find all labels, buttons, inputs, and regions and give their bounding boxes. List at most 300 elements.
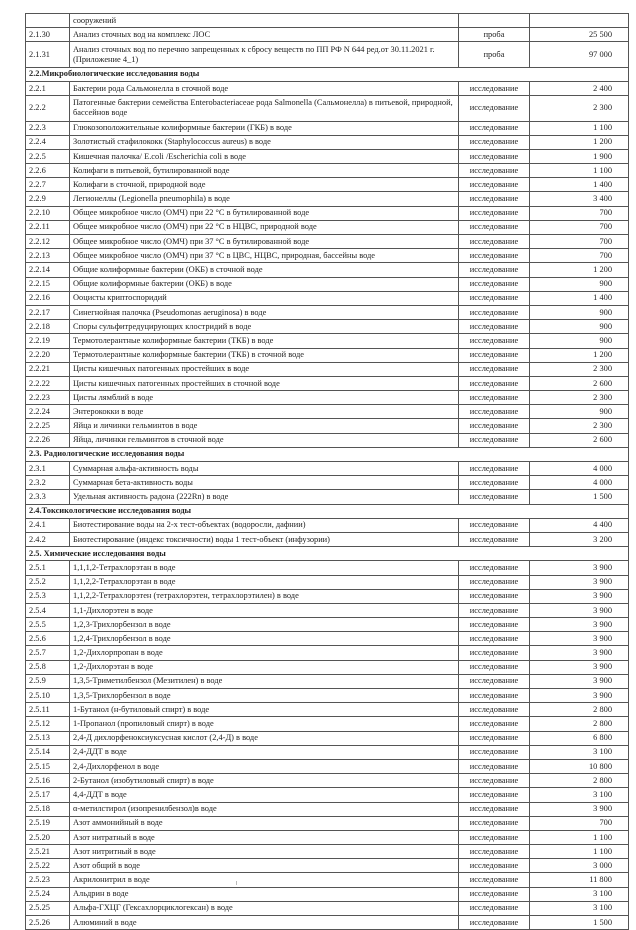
- item-unit: исследование: [459, 249, 530, 263]
- item-price: 11 800: [530, 873, 629, 887]
- table-row: [26, 235, 629, 249]
- item-unit: исследование: [459, 816, 530, 830]
- item-price: 1 200: [530, 348, 629, 362]
- item-price: 900: [530, 305, 629, 319]
- item-price: 2 600: [530, 376, 629, 390]
- item-name: Термотолерантные колиформные бактерии (ТКБ) в воде: [70, 334, 459, 348]
- table-row: [26, 689, 629, 703]
- item-code: 2.5.22: [26, 859, 70, 873]
- item-code: 2.5.25: [26, 901, 70, 915]
- item-unit: исследование: [459, 320, 530, 334]
- table-row: [26, 618, 629, 632]
- item-price: 3 900: [530, 632, 629, 646]
- item-unit: исследование: [459, 277, 530, 291]
- table-row: [26, 96, 629, 121]
- item-unit: исследование: [459, 419, 530, 433]
- item-code: 2.2.3: [26, 121, 70, 135]
- table-row: [26, 419, 629, 433]
- item-price: 700: [530, 220, 629, 234]
- item-name: 2,4-Д дихлорфеноксиуксусная кислот (2,4-Д) в воде: [70, 731, 459, 745]
- section-header-row: [26, 447, 629, 461]
- item-price: 900: [530, 334, 629, 348]
- item-unit: исследование: [459, 362, 530, 376]
- item-code: 2.5.3: [26, 589, 70, 603]
- item-price: 1 500: [530, 916, 629, 930]
- section-title: 2.4.Токсикологические исследования воды: [26, 504, 629, 518]
- item-price: 2 600: [530, 433, 629, 447]
- item-price: 1 200: [530, 263, 629, 277]
- table-row: [26, 916, 629, 930]
- item-price: 1 200: [530, 135, 629, 149]
- table-row: [26, 731, 629, 745]
- table-row: [26, 674, 629, 688]
- item-price: 1 400: [530, 178, 629, 192]
- item-unit: исследование: [459, 291, 530, 305]
- item-name: Цисты кишечных патогенных простейших в сточной воде: [70, 376, 459, 390]
- item-unit: исследование: [459, 220, 530, 234]
- item-name: Биотестирование воды на 2-х тест-объектах (водоросли, дафнии): [70, 518, 459, 532]
- item-unit: исследование: [459, 660, 530, 674]
- item-code: 2.2.13: [26, 249, 70, 263]
- price-list-document: [25, 13, 613, 930]
- item-name: Анализ сточных вод по перечню запрещенных к сбросу веществ по ПП РФ N 644 ред.от 30.11.2021 г. (Приложение 4_1): [70, 42, 459, 67]
- item-code: 2.2.6: [26, 164, 70, 178]
- item-name: Энтерококки в воде: [70, 405, 459, 419]
- item-name: Цисты лямблий в воде: [70, 391, 459, 405]
- item-unit: исследование: [459, 405, 530, 419]
- item-code: 2.5.24: [26, 887, 70, 901]
- table-row: [26, 178, 629, 192]
- table-row: [26, 603, 629, 617]
- item-price: 1 100: [530, 121, 629, 135]
- item-code: 2.1.30: [26, 28, 70, 42]
- item-code: 2.5.11: [26, 703, 70, 717]
- item-unit: исследование: [459, 674, 530, 688]
- item-unit: [459, 14, 530, 28]
- table-row: [26, 305, 629, 319]
- item-name: Золотистый стафилококк (Staphylococcus aureus) в воде: [70, 135, 459, 149]
- table-row: [26, 391, 629, 405]
- item-name: Алюминий в воде: [70, 916, 459, 930]
- item-code: 2.2.21: [26, 362, 70, 376]
- item-unit: исследование: [459, 731, 530, 745]
- item-name: Термотолерантные колиформные бактерии (ТКБ) в сточной воде: [70, 348, 459, 362]
- item-unit: исследование: [459, 121, 530, 135]
- item-name: Альдрин в воде: [70, 887, 459, 901]
- item-unit: исследование: [459, 178, 530, 192]
- table-row: [26, 320, 629, 334]
- item-name: 4,4-ДДТ в воде: [70, 788, 459, 802]
- table-row: [26, 788, 629, 802]
- price-table: [25, 13, 629, 930]
- item-code: 2.5.4: [26, 603, 70, 617]
- item-name: Общее микробное число (ОМЧ) при 22 °С в НЦВС, природной воде: [70, 220, 459, 234]
- item-price: 6 800: [530, 731, 629, 745]
- item-name: Цисты кишечных патогенных простейших в воде: [70, 362, 459, 376]
- item-code: 2.5.10: [26, 689, 70, 703]
- item-name: Общее микробное число (ОМЧ) при 22 °С в бутилированной воде: [70, 206, 459, 220]
- item-price: 4 000: [530, 462, 629, 476]
- item-price: 3 900: [530, 618, 629, 632]
- item-name: 1,3,5-Трихлорбензол в воде: [70, 689, 459, 703]
- table-row: [26, 135, 629, 149]
- item-code: 2.2.20: [26, 348, 70, 362]
- item-code: 2.2.22: [26, 376, 70, 390]
- item-price: 3 000: [530, 859, 629, 873]
- item-unit: исследование: [459, 334, 530, 348]
- section-title: 2.5. Химические исследования воды: [26, 547, 629, 561]
- item-code: 2.3.3: [26, 490, 70, 504]
- item-unit: исследование: [459, 873, 530, 887]
- item-unit: исследование: [459, 348, 530, 362]
- table-row: [26, 334, 629, 348]
- item-unit: исследование: [459, 305, 530, 319]
- item-unit: исследование: [459, 887, 530, 901]
- item-price: 3 400: [530, 192, 629, 206]
- item-name: Синегнойная палочка (Pseudomonas aeruginosa) в воде: [70, 305, 459, 319]
- item-price: 700: [530, 249, 629, 263]
- item-price: 97 000: [530, 42, 629, 67]
- table-row: [26, 405, 629, 419]
- item-unit: исследование: [459, 575, 530, 589]
- item-price: 1 100: [530, 845, 629, 859]
- item-unit: исследование: [459, 916, 530, 930]
- item-code: 2.2.17: [26, 305, 70, 319]
- table-row: [26, 462, 629, 476]
- item-name: 2,4-ДДТ в воде: [70, 745, 459, 759]
- item-code: 2.5.6: [26, 632, 70, 646]
- item-price: 3 100: [530, 901, 629, 915]
- table-row: [26, 845, 629, 859]
- table-row: [26, 220, 629, 234]
- item-name: Азот общий в воде: [70, 859, 459, 873]
- item-code: 2.2.7: [26, 178, 70, 192]
- item-code: 2.2.9: [26, 192, 70, 206]
- item-name: Суммарная альфа-активность воды: [70, 462, 459, 476]
- item-price: 2 800: [530, 703, 629, 717]
- item-name: Азот нитритный в воде: [70, 845, 459, 859]
- item-price: 3 900: [530, 802, 629, 816]
- item-unit: исследование: [459, 263, 530, 277]
- table-row: [26, 816, 629, 830]
- item-unit: исследование: [459, 376, 530, 390]
- item-price: 3 100: [530, 887, 629, 901]
- page-mark: [236, 881, 237, 885]
- section-header-row: [26, 547, 629, 561]
- item-code: 2.2.23: [26, 391, 70, 405]
- item-name: Бактерии рода Сальмонелла в сточной воде: [70, 81, 459, 95]
- item-code: 2.2.24: [26, 405, 70, 419]
- table-row: [26, 14, 629, 28]
- item-price: 2 300: [530, 362, 629, 376]
- item-code: 2.1.31: [26, 42, 70, 67]
- item-code: 2.5.1: [26, 561, 70, 575]
- item-code: 2.2.10: [26, 206, 70, 220]
- item-name: Патогенные бактерии семейства Enterobacteriaceae рода Salmonella (Сальмонелла) в питьевой, природной, бассейнов воде: [70, 96, 459, 121]
- item-price: 3 100: [530, 745, 629, 759]
- item-code: 2.2.5: [26, 149, 70, 163]
- item-price: 900: [530, 405, 629, 419]
- item-unit: исследование: [459, 759, 530, 773]
- table-row: [26, 277, 629, 291]
- item-price: 3 900: [530, 603, 629, 617]
- table-row: [26, 376, 629, 390]
- item-code: 2.5.8: [26, 660, 70, 674]
- table-row: [26, 632, 629, 646]
- table-row: [26, 830, 629, 844]
- item-unit: исследование: [459, 901, 530, 915]
- item-name: Споры сульфитредуцирующих клостридий в воде: [70, 320, 459, 334]
- table-row: [26, 121, 629, 135]
- item-price: 3 900: [530, 689, 629, 703]
- item-name: Удельная активность радона (222Rn) в воде: [70, 490, 459, 504]
- item-code: 2.5.2: [26, 575, 70, 589]
- item-unit: проба: [459, 28, 530, 42]
- item-name: Колифаги в питьевой, бутилированной воде: [70, 164, 459, 178]
- item-name: 1,2,4-Трихлорбензол в воде: [70, 632, 459, 646]
- item-name: Азот аммонийный в воде: [70, 816, 459, 830]
- item-code: 2.5.5: [26, 618, 70, 632]
- item-name: 1,2-Дихлорпропан в воде: [70, 646, 459, 660]
- table-row: [26, 362, 629, 376]
- table-row: [26, 81, 629, 95]
- item-price: 1 400: [530, 291, 629, 305]
- item-price: 3 900: [530, 660, 629, 674]
- item-unit: исследование: [459, 135, 530, 149]
- item-unit: исследование: [459, 561, 530, 575]
- item-name: Яйца и личинки гельминтов в воде: [70, 419, 459, 433]
- item-name: 1,1,1,2-Тетрахлорэтан в воде: [70, 561, 459, 575]
- item-unit: исследование: [459, 532, 530, 546]
- item-name: Биотестирование (индекс токсичности) воды 1 тест-объект (инфузории): [70, 532, 459, 546]
- item-code: 2.5.26: [26, 916, 70, 930]
- table-row: [26, 433, 629, 447]
- item-name: 1,1,2,2-Тетрахлорэтен (тетрахлорэтен, тетрахлорэтилен) в воде: [70, 589, 459, 603]
- item-price: 4 000: [530, 476, 629, 490]
- item-name: Суммарная бета-активность воды: [70, 476, 459, 490]
- item-code: 2.5.19: [26, 816, 70, 830]
- item-unit: исследование: [459, 845, 530, 859]
- item-code: 2.2.15: [26, 277, 70, 291]
- table-row: [26, 263, 629, 277]
- item-unit: проба: [459, 42, 530, 67]
- item-code: 2.2.14: [26, 263, 70, 277]
- item-name: 1,2,3-Трихлорбензол в воде: [70, 618, 459, 632]
- item-price: 2 800: [530, 717, 629, 731]
- item-unit: исследование: [459, 391, 530, 405]
- table-row: [26, 802, 629, 816]
- table-row: [26, 518, 629, 532]
- item-price: 3 900: [530, 561, 629, 575]
- item-code: 2.3.2: [26, 476, 70, 490]
- item-name: Общее микробное число (ОМЧ) при 37 °С в бутилированной воде: [70, 235, 459, 249]
- item-price: 2 800: [530, 774, 629, 788]
- item-code: 2.5.15: [26, 759, 70, 773]
- item-name: 2,4-Дихлорфенол в воде: [70, 759, 459, 773]
- item-name: Общее микробное число (ОМЧ) при 37 °С в ЦВС, НЦВС, природная, бассейны воде: [70, 249, 459, 263]
- item-price: 3 200: [530, 532, 629, 546]
- table-row: [26, 703, 629, 717]
- item-name: сооружений: [70, 14, 459, 28]
- item-price: 2 300: [530, 391, 629, 405]
- item-name: Альфа-ГХЦГ (Гексахлорциклогексан) в воде: [70, 901, 459, 915]
- item-unit: исследование: [459, 235, 530, 249]
- item-code: 2.4.2: [26, 532, 70, 546]
- item-price: 3 100: [530, 788, 629, 802]
- table-row: [26, 561, 629, 575]
- item-price: 700: [530, 206, 629, 220]
- item-unit: исследование: [459, 603, 530, 617]
- item-name: 1,3,5-Триметилбензол (Мезитилен) в воде: [70, 674, 459, 688]
- table-row: [26, 717, 629, 731]
- item-code: 2.4.1: [26, 518, 70, 532]
- item-price: 3 900: [530, 646, 629, 660]
- item-code: 2.5.18: [26, 802, 70, 816]
- table-row: [26, 149, 629, 163]
- item-unit: исследование: [459, 717, 530, 731]
- item-name: Глюкозоположительные колиформные бактерии (ГКБ) в воде: [70, 121, 459, 135]
- item-name: 1,2-Дихлорэтан в воде: [70, 660, 459, 674]
- table-row: [26, 745, 629, 759]
- table-row: [26, 490, 629, 504]
- item-unit: исследование: [459, 206, 530, 220]
- item-name: Колифаги в сточной, природной воде: [70, 178, 459, 192]
- table-row: [26, 774, 629, 788]
- item-unit: исследование: [459, 490, 530, 504]
- table-row: [26, 249, 629, 263]
- item-name: Ооцисты криптоспоридий: [70, 291, 459, 305]
- item-unit: исследование: [459, 433, 530, 447]
- table-row: [26, 887, 629, 901]
- item-price: 900: [530, 320, 629, 334]
- item-unit: исследование: [459, 462, 530, 476]
- item-name: 1,1-Дихлорэтен в воде: [70, 603, 459, 617]
- item-code: 2.2.25: [26, 419, 70, 433]
- table-row: [26, 901, 629, 915]
- item-price: 1 900: [530, 149, 629, 163]
- item-price: 1 500: [530, 490, 629, 504]
- item-code: 2.2.19: [26, 334, 70, 348]
- item-price: 1 100: [530, 164, 629, 178]
- table-row: [26, 532, 629, 546]
- item-name: 1-Бутанол (н-бутиловый спирт) в воде: [70, 703, 459, 717]
- table-row: [26, 859, 629, 873]
- item-price: 4 400: [530, 518, 629, 532]
- item-unit: исследование: [459, 149, 530, 163]
- item-unit: исследование: [459, 632, 530, 646]
- item-price: 3 900: [530, 589, 629, 603]
- item-unit: исследование: [459, 788, 530, 802]
- item-code: 2.2.1: [26, 81, 70, 95]
- item-price: 2 300: [530, 96, 629, 121]
- item-code: 2.5.16: [26, 774, 70, 788]
- item-code: 2.5.7: [26, 646, 70, 660]
- item-price: 2 300: [530, 419, 629, 433]
- item-unit: исследование: [459, 802, 530, 816]
- table-row: [26, 206, 629, 220]
- item-unit: исследование: [459, 81, 530, 95]
- item-unit: исследование: [459, 774, 530, 788]
- item-name: Общие колиформные бактерии (ОКБ) в воде: [70, 277, 459, 291]
- item-price: 10 800: [530, 759, 629, 773]
- table-row: [26, 589, 629, 603]
- item-code: 2.5.13: [26, 731, 70, 745]
- item-unit: исследование: [459, 164, 530, 178]
- section-header-row: [26, 504, 629, 518]
- item-code: 2.5.20: [26, 830, 70, 844]
- section-title: 2.3. Радиологические исследования воды: [26, 447, 629, 461]
- item-name: α-метилстирол (изопренилбензол)в воде: [70, 802, 459, 816]
- table-row: [26, 348, 629, 362]
- item-code: 2.5.21: [26, 845, 70, 859]
- item-price: 700: [530, 816, 629, 830]
- item-unit: исследование: [459, 689, 530, 703]
- item-unit: исследование: [459, 859, 530, 873]
- item-price: 3 900: [530, 674, 629, 688]
- item-code: 2.5.17: [26, 788, 70, 802]
- item-unit: исследование: [459, 703, 530, 717]
- item-unit: исследование: [459, 618, 530, 632]
- item-name: 2-Бутанол (изобутиловый спирт) в воде: [70, 774, 459, 788]
- table-row: [26, 164, 629, 178]
- item-name: Кишечная палочка/ E.coli /Escherichia coli в воде: [70, 149, 459, 163]
- section-title: 2.2.Микробиологические исследования воды: [26, 67, 629, 81]
- table-row: [26, 646, 629, 660]
- item-price: 3 900: [530, 575, 629, 589]
- table-row: [26, 28, 629, 42]
- item-name: Легионеллы (Legionella pneumophila) в воде: [70, 192, 459, 206]
- item-price: 700: [530, 235, 629, 249]
- item-code: 2.5.9: [26, 674, 70, 688]
- item-code: 2.5.23: [26, 873, 70, 887]
- item-price: 900: [530, 277, 629, 291]
- item-code: 2.3.1: [26, 462, 70, 476]
- item-code: 2.2.16: [26, 291, 70, 305]
- item-price: 2 400: [530, 81, 629, 95]
- item-price: 1 100: [530, 830, 629, 844]
- item-unit: исследование: [459, 589, 530, 603]
- item-unit: исследование: [459, 476, 530, 490]
- table-row: [26, 575, 629, 589]
- item-code: 2.5.12: [26, 717, 70, 731]
- item-name: Акрилонитрил в воде: [70, 873, 459, 887]
- item-code: 2.2.18: [26, 320, 70, 334]
- item-code: 2.2.11: [26, 220, 70, 234]
- item-name: Общие колиформные бактерии (ОКБ) в сточной воде: [70, 263, 459, 277]
- table-row: [26, 291, 629, 305]
- table-row: [26, 660, 629, 674]
- item-name: Яйца, личинки гельминтов в сточной воде: [70, 433, 459, 447]
- item-unit: исследование: [459, 830, 530, 844]
- item-unit: исследование: [459, 192, 530, 206]
- table-row: [26, 192, 629, 206]
- item-code: [26, 14, 70, 28]
- table-row: [26, 42, 629, 67]
- table-row: [26, 759, 629, 773]
- section-header-row: [26, 67, 629, 81]
- item-code: 2.2.2: [26, 96, 70, 121]
- item-unit: исследование: [459, 518, 530, 532]
- table-row: [26, 476, 629, 490]
- item-name: 1,1,2,2-Тетрахлорэтан в воде: [70, 575, 459, 589]
- item-unit: исследование: [459, 646, 530, 660]
- price-table-body: [26, 14, 629, 930]
- item-code: 2.2.12: [26, 235, 70, 249]
- item-name: Азот нитратный в воде: [70, 830, 459, 844]
- item-code: 2.2.26: [26, 433, 70, 447]
- table-row: [26, 873, 629, 887]
- item-name: 1-Пропанол (пропиловый спирт) в воде: [70, 717, 459, 731]
